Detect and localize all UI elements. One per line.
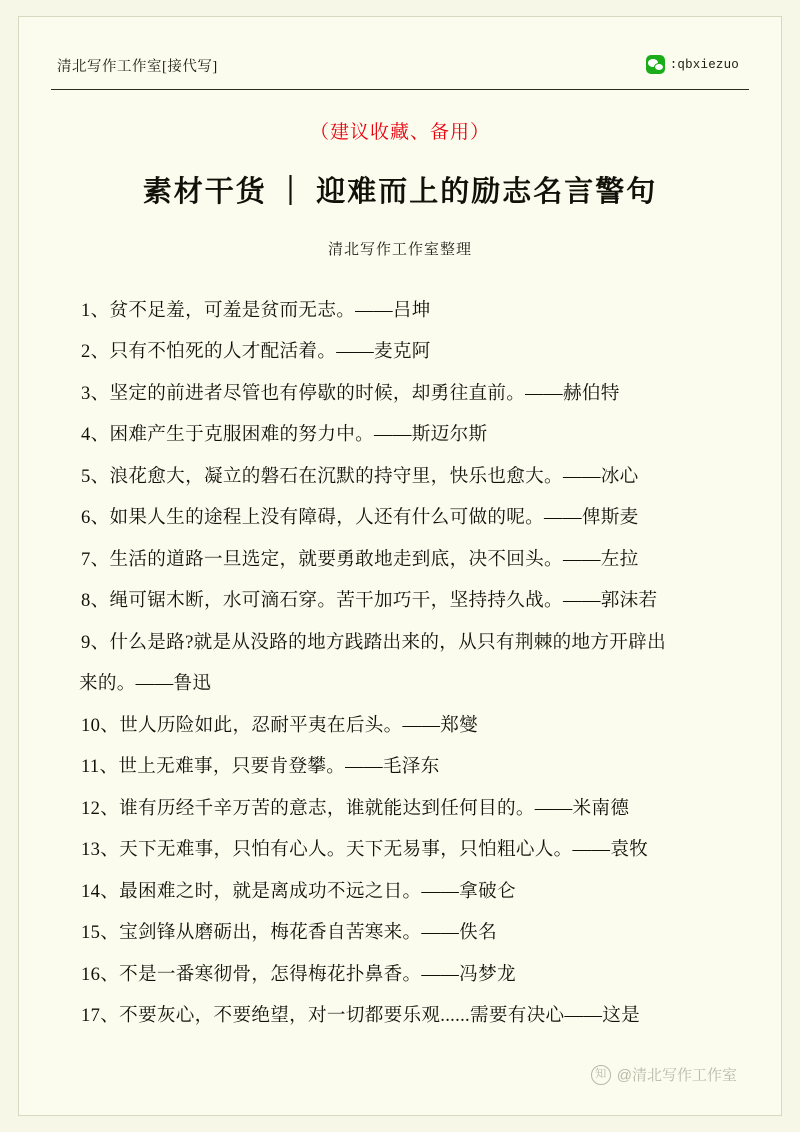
list-item: 17、不要灰心，不要绝望，对一切都要乐观......需要有决心——这是 (81, 1004, 641, 1026)
list-item: 9、什么是路?就是从没路的地方践踏出来的，从只有荆棘的地方开辟出 (81, 631, 666, 653)
wechat-contact (646, 55, 749, 74)
list-item: 5、浪花愈大，凝立的磐石在沉默的持守里，快乐也愈大。——冰心 (81, 465, 639, 487)
watermark (591, 1064, 737, 1085)
list-item: 7、生活的道路一旦选定，就要勇敢地走到底，决不回头。——左拉 (81, 548, 639, 570)
wechat-icon (646, 55, 665, 74)
list-item: 6、如果人生的途程上没有障碍，人还有什么可做的呢。——俾斯麦 (81, 507, 639, 529)
page-subtitle: 清北写作工作室整理 (327, 242, 472, 258)
studio-label: 清北写作工作室[接代写] (57, 59, 218, 75)
list-item: 3、坚定的前进者尽管也有停歇的时候，却勇往直前。——赫伯特 (81, 382, 620, 404)
list-item: 15、宝剑锋从磨砺出，梅花香自苦寒来。——佚名 (81, 922, 497, 944)
list-item: 16、不是一番寒彻骨，怎得梅花扑鼻香。——冯梦龙 (81, 963, 516, 985)
page-title: 素材干货 ｜ 迎难而上的励志名言警句 (142, 176, 658, 208)
list-item-continuation: 来的。——鲁迅 (79, 673, 212, 695)
list-item: 4、困难产生于克服困难的努力中。——斯迈尔斯 (81, 424, 488, 446)
list-item: 10、世人历险如此，忍耐平夷在后头。——郑燮 (81, 714, 479, 736)
wechat-id: :qbxiezuo (669, 57, 739, 72)
notice-text: （建议收藏、备用） (309, 122, 490, 143)
list-item: 8、绳可锯木断，水可滴石穿。苦干加巧干，坚持持久战。——郭沫若 (81, 590, 658, 612)
list-item: 13、天下无难事，只怕有心人。天下无易事，只怕粗心人。——袁牧 (81, 839, 649, 861)
document-page (18, 16, 782, 1116)
quote-list (79, 295, 739, 1041)
list-item: 11、世上无难事，只要肯登攀。——毛泽东 (81, 756, 440, 778)
list-item: 12、谁有历经千辛万苦的意志，谁就能达到任何目的。——米南德 (81, 797, 630, 819)
watermark-text: @清北写作工作室 (616, 1067, 737, 1084)
list-item: 1、贫不足羞，可羞是贫而无志。——吕坤 (81, 300, 431, 321)
list-item: 2、只有不怕死的人才配活着。——麦克阿 (81, 341, 431, 363)
page-header (51, 55, 749, 90)
zhihu-logo-icon: 知 (591, 1065, 611, 1085)
list-item: 14、最困难之时，就是离成功不远之日。——拿破仑 (81, 880, 516, 902)
